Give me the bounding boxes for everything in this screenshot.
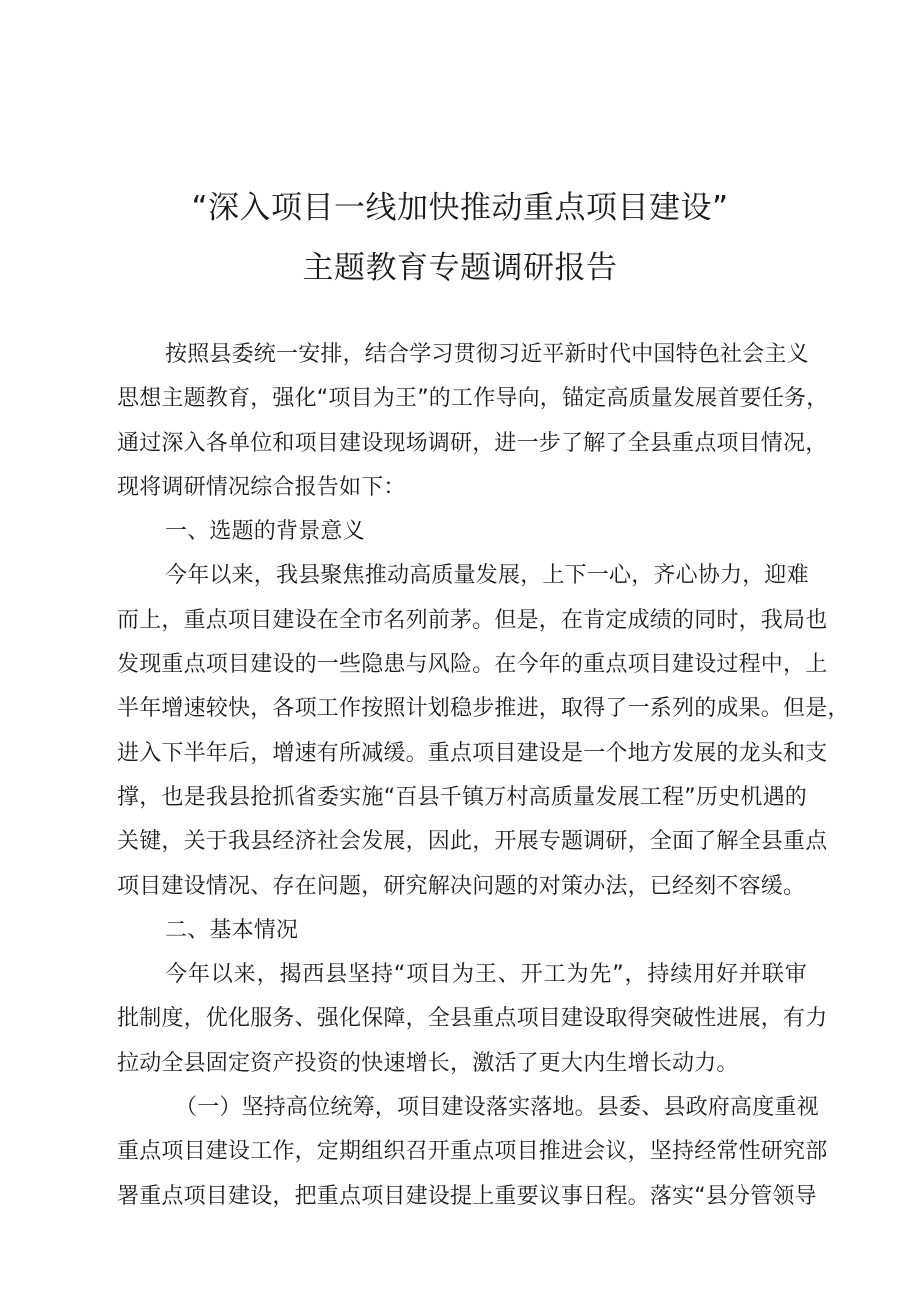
title-line-2: 主题教育专题调研报告 — [302, 250, 618, 286]
paragraph-line: （一）坚持高位统筹，项目建设落实落地。县委、县政府高度重视 — [175, 1095, 819, 1121]
paragraph-line: 拉动全县固定资产投资的快速增长，激活了更大内生增长动力。 — [117, 1050, 739, 1076]
paragraph-line: 思想主题教育，强化“项目为王”的工作导向，锚定高质量发展首要任务， — [117, 386, 829, 412]
paragraph-line: 进入下半年后，增速有所减缓。重点项目建设是一个地方发展的龙头和支 — [117, 740, 828, 766]
paragraph-line: 批制度，优化服务、强化保障，全县重点项目建设取得突破性进展，有力 — [117, 1006, 828, 1032]
paragraph-line: 关键，关于我县经济社会发展，因此，开展专题调研，全面了解全县重点 — [117, 829, 828, 855]
section-heading: 一、选题的背景意义 — [165, 519, 365, 545]
paragraph-line: 署重点项目建设，把重点项目建设提上重要议事日程。落实“县分管领导 — [117, 1183, 817, 1209]
title-line-1: “深入项目一线加快推动重点项目建设” — [191, 190, 729, 226]
paragraph-line: 半年增速较快，各项工作按照计划稳步推进，取得了一系列的成果。但是， — [117, 696, 850, 722]
paragraph-line: 发现重点项目建设的一些隐患与风险。在今年的重点项目建设过程中，上 — [117, 652, 828, 678]
paragraph-line: 今年以来，我县聚焦推动高质量发展，上下一心，齐心协力，迎难 — [165, 563, 809, 589]
paragraph-line: 通过深入各单位和项目建设现场调研，进一步了解了全县重点项目情况， — [117, 430, 828, 456]
paragraph-line: 而上，重点项目建设在全市名列前茅。但是，在肯定成绩的同时，我局也 — [117, 607, 828, 633]
paragraph-line: 重点项目建设工作，定期组织召开重点项目推进会议，坚持经常性研究部 — [117, 1139, 828, 1165]
document-title — [0, 178, 920, 298]
paragraph-line: 撑，也是我县抢抓省委实施“百县千镇万村高质量发展工程”历史机遇的 — [117, 784, 807, 810]
section-heading: 二、基本情况 — [165, 917, 299, 943]
paragraph-line: 项目建设情况、存在问题，研究解决问题的对策办法，已经刻不容缓。 — [117, 873, 806, 899]
paragraph-line: 按照县委统一安排，结合学习贯彻习近平新时代中国特色社会主义 — [165, 342, 809, 367]
paragraph-line: 今年以来，揭西县坚持“项目为王、开工为先”，持续用好并联审 — [165, 962, 807, 988]
document-body — [117, 333, 850, 1219]
paragraph-line: 现将调研情况综合报告如下： — [117, 474, 406, 500]
